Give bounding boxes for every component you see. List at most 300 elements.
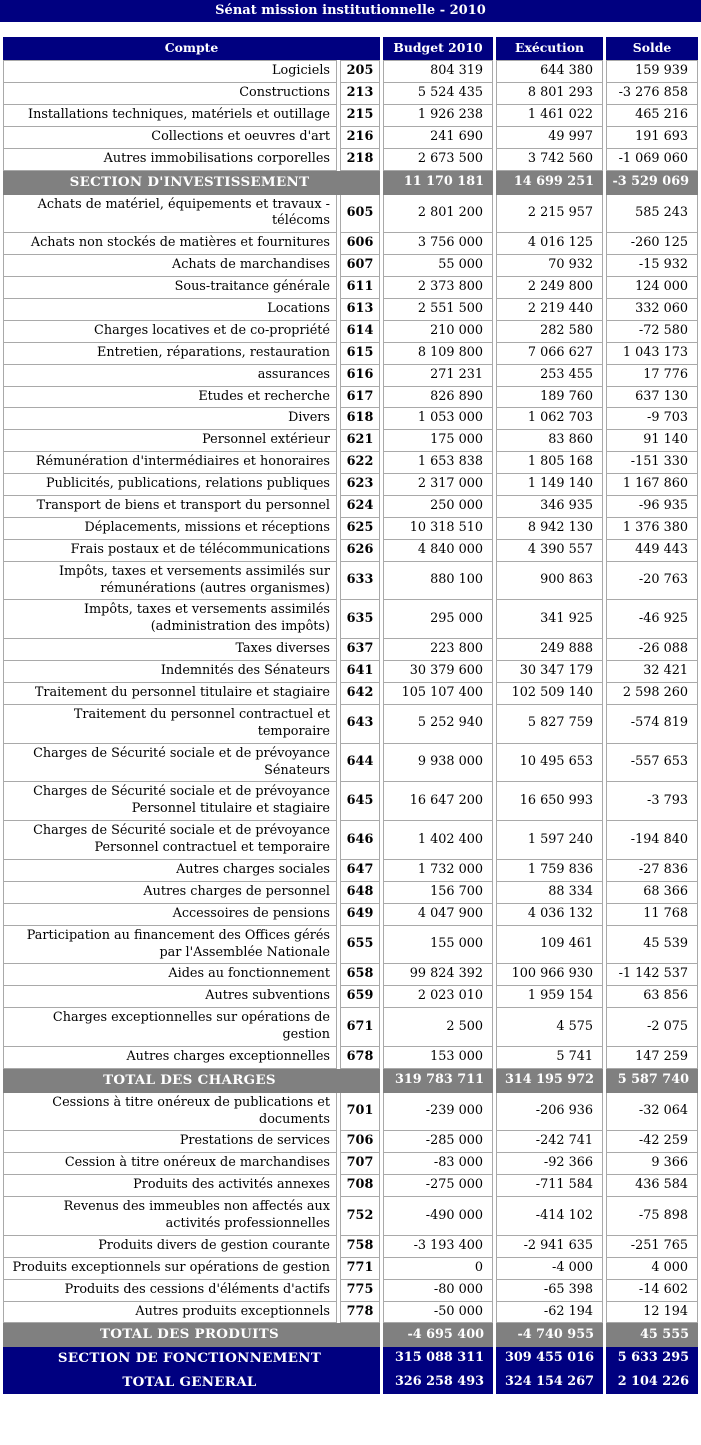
- account-label: Frais postaux et de télécommunications: [3, 540, 337, 562]
- execution-value: 2 219 440: [496, 299, 603, 321]
- account-row: [3, 600, 698, 639]
- account-row: [3, 1258, 698, 1280]
- account-row: [3, 408, 698, 430]
- solde-value: -26 088: [606, 639, 698, 661]
- solde-value: 2 598 260: [606, 683, 698, 705]
- budget-value: -275 000: [383, 1175, 493, 1197]
- solde-value: -194 840: [606, 821, 698, 860]
- execution-value: 4 036 132: [496, 904, 603, 926]
- budget-value: 2 551 500: [383, 299, 493, 321]
- account-label: Achats de matériel, équipements et travaux - télécoms: [3, 195, 337, 234]
- execution-value: 8 801 293: [496, 83, 603, 105]
- account-label: Installations techniques, matériels et outillage: [3, 105, 337, 127]
- account-code: 624: [340, 496, 380, 518]
- account-row: [3, 1280, 698, 1302]
- budget-value: 1 053 000: [383, 408, 493, 430]
- account-code: 752: [340, 1197, 380, 1236]
- solde-value: 449 443: [606, 540, 698, 562]
- document-title: Sénat mission institutionnelle - 2010: [0, 0, 701, 22]
- budget-value: -490 000: [383, 1197, 493, 1236]
- account-code: 218: [340, 149, 380, 171]
- account-code: 647: [340, 860, 380, 882]
- account-row: [3, 321, 698, 343]
- account-code: 213: [340, 83, 380, 105]
- account-label: Charges locatives et de co-propriété: [3, 321, 337, 343]
- execution-value: 5 741: [496, 1047, 603, 1069]
- account-code: 605: [340, 195, 380, 234]
- execution-value: 4 575: [496, 1008, 603, 1047]
- account-row: [3, 299, 698, 321]
- execution-value: 346 935: [496, 496, 603, 518]
- solde-value: 32 421: [606, 661, 698, 683]
- account-label: Impôts, taxes et versements assimilés (administration des impôts): [3, 600, 337, 639]
- account-row: [3, 127, 698, 149]
- execution-value: 7 066 627: [496, 343, 603, 365]
- budget-value: 271 231: [383, 365, 493, 387]
- account-code: 644: [340, 744, 380, 783]
- solde-value: -151 330: [606, 452, 698, 474]
- solde-value: -3 529 069: [606, 171, 698, 195]
- account-row: [3, 904, 698, 926]
- account-code: 621: [340, 430, 380, 452]
- execution-value: 282 580: [496, 321, 603, 343]
- solde-value: 2 104 226: [606, 1371, 698, 1395]
- account-row: [3, 964, 698, 986]
- execution-value: 4 390 557: [496, 540, 603, 562]
- solde-value: -3 793: [606, 782, 698, 821]
- account-label: Participation au financement des Offices gérés par l'Assemblée Nationale: [3, 926, 337, 965]
- execution-value: 314 195 972: [496, 1069, 603, 1093]
- solde-value: 637 130: [606, 387, 698, 409]
- account-code: 707: [340, 1153, 380, 1175]
- account-code: 625: [340, 518, 380, 540]
- account-code: 645: [340, 782, 380, 821]
- solde-value: 17 776: [606, 365, 698, 387]
- solde-value: -32 064: [606, 1093, 698, 1132]
- account-label: Entretien, réparations, restauration: [3, 343, 337, 365]
- budget-value: 5 524 435: [383, 83, 493, 105]
- budget-value: 880 100: [383, 562, 493, 601]
- account-label: Achats de marchandises: [3, 255, 337, 277]
- header-row: [3, 37, 698, 60]
- account-row: [3, 705, 698, 744]
- account-code: 678: [340, 1047, 380, 1069]
- account-label: Charges de Sécurité sociale et de prévoyance Personnel titulaire et stagiaire: [3, 782, 337, 821]
- account-row: [3, 926, 698, 965]
- account-code: 637: [340, 639, 380, 661]
- account-code: 643: [340, 705, 380, 744]
- account-label: Autres charges exceptionnelles: [3, 1047, 337, 1069]
- solde-value: -9 703: [606, 408, 698, 430]
- budget-value: 1 653 838: [383, 452, 493, 474]
- execution-value: 2 249 800: [496, 277, 603, 299]
- budget-value: -239 000: [383, 1093, 493, 1132]
- solde-value: -20 763: [606, 562, 698, 601]
- solde-value: -260 125: [606, 233, 698, 255]
- account-label: Aides au fonctionnement: [3, 964, 337, 986]
- account-code: 613: [340, 299, 380, 321]
- account-code: 617: [340, 387, 380, 409]
- account-row: [3, 518, 698, 540]
- account-row: [3, 683, 698, 705]
- account-label: Cessions à titre onéreux de publications et documents: [3, 1093, 337, 1132]
- solde-value: -3 276 858: [606, 83, 698, 105]
- account-label: Accessoires de pensions: [3, 904, 337, 926]
- execution-value: 16 650 993: [496, 782, 603, 821]
- budget-value: 55 000: [383, 255, 493, 277]
- execution-value: -92 366: [496, 1153, 603, 1175]
- solde-value: -2 075: [606, 1008, 698, 1047]
- solde-value: 91 140: [606, 430, 698, 452]
- solde-value: -1 142 537: [606, 964, 698, 986]
- budget-value: 175 000: [383, 430, 493, 452]
- account-code: 215: [340, 105, 380, 127]
- account-code: 607: [340, 255, 380, 277]
- account-label: Prestations de services: [3, 1131, 337, 1153]
- account-code: 649: [340, 904, 380, 926]
- budget-value: 223 800: [383, 639, 493, 661]
- account-code: 671: [340, 1008, 380, 1047]
- budget-value: 16 647 200: [383, 782, 493, 821]
- budget-value: 5 252 940: [383, 705, 493, 744]
- account-label: Produits divers de gestion courante: [3, 1236, 337, 1258]
- solde-value: -574 819: [606, 705, 698, 744]
- budget-value: -80 000: [383, 1280, 493, 1302]
- budget-value: 3 756 000: [383, 233, 493, 255]
- budget-value: 155 000: [383, 926, 493, 965]
- column-header-solde: Solde: [606, 37, 698, 60]
- solde-value: 585 243: [606, 195, 698, 234]
- execution-value: 900 863: [496, 562, 603, 601]
- solde-value: 11 768: [606, 904, 698, 926]
- budget-table: [0, 37, 701, 1394]
- account-code: 706: [340, 1131, 380, 1153]
- budget-value: 2 801 200: [383, 195, 493, 234]
- account-row: [3, 255, 698, 277]
- section-row: [3, 171, 698, 195]
- account-row: [3, 105, 698, 127]
- budget-value: 319 783 711: [383, 1069, 493, 1093]
- column-header-budget: Budget 2010: [383, 37, 493, 60]
- account-row: [3, 277, 698, 299]
- solde-value: 124 000: [606, 277, 698, 299]
- solde-value: -46 925: [606, 600, 698, 639]
- account-label: Locations: [3, 299, 337, 321]
- solde-value: 5 633 295: [606, 1347, 698, 1371]
- budget-value: 210 000: [383, 321, 493, 343]
- account-row: [3, 83, 698, 105]
- execution-value: 253 455: [496, 365, 603, 387]
- section-label: SECTION DE FONCTIONNEMENT: [3, 1347, 380, 1371]
- account-code: 758: [340, 1236, 380, 1258]
- account-label: Traitement du personnel contractuel et temporaire: [3, 705, 337, 744]
- account-label: Cession à titre onéreux de marchandises: [3, 1153, 337, 1175]
- solde-value: 68 366: [606, 882, 698, 904]
- budget-value: 4 047 900: [383, 904, 493, 926]
- budget-value: -285 000: [383, 1131, 493, 1153]
- account-label: assurances: [3, 365, 337, 387]
- account-code: 775: [340, 1280, 380, 1302]
- account-code: 618: [340, 408, 380, 430]
- account-label: Transport de biens et transport du personnel: [3, 496, 337, 518]
- account-row: [3, 661, 698, 683]
- account-code: 622: [340, 452, 380, 474]
- execution-value: 1 597 240: [496, 821, 603, 860]
- account-row: [3, 562, 698, 601]
- account-code: 771: [340, 1258, 380, 1280]
- budget-value: 2 500: [383, 1008, 493, 1047]
- account-code: 641: [340, 661, 380, 683]
- account-label: Produits des cessions d'éléments d'actifs: [3, 1280, 337, 1302]
- execution-value: -2 941 635: [496, 1236, 603, 1258]
- account-row: [3, 540, 698, 562]
- execution-value: 644 380: [496, 60, 603, 83]
- total-row: [3, 1371, 698, 1395]
- budget-value: 826 890: [383, 387, 493, 409]
- execution-value: -242 741: [496, 1131, 603, 1153]
- account-code: 626: [340, 540, 380, 562]
- solde-value: -96 935: [606, 496, 698, 518]
- budget-value: 1 732 000: [383, 860, 493, 882]
- solde-value: -42 259: [606, 1131, 698, 1153]
- execution-value: 3 742 560: [496, 149, 603, 171]
- account-row: [3, 744, 698, 783]
- execution-value: 88 334: [496, 882, 603, 904]
- solde-value: 9 366: [606, 1153, 698, 1175]
- budget-value: 4 840 000: [383, 540, 493, 562]
- solde-value: 332 060: [606, 299, 698, 321]
- account-row: [3, 496, 698, 518]
- account-code: 611: [340, 277, 380, 299]
- account-code: 614: [340, 321, 380, 343]
- solde-value: 159 939: [606, 60, 698, 83]
- account-row: [3, 1175, 698, 1197]
- account-label: Sous-traitance générale: [3, 277, 337, 299]
- account-label: Impôts, taxes et versements assimilés sur rémunérations (autres organismes): [3, 562, 337, 601]
- budget-value: 295 000: [383, 600, 493, 639]
- account-code: 646: [340, 821, 380, 860]
- budget-value: 250 000: [383, 496, 493, 518]
- account-row: [3, 343, 698, 365]
- budget-value: 30 379 600: [383, 661, 493, 683]
- solde-value: 45 539: [606, 926, 698, 965]
- budget-value: 99 824 392: [383, 964, 493, 986]
- execution-value: 1 959 154: [496, 986, 603, 1008]
- account-row: [3, 149, 698, 171]
- section-label: TOTAL DES PRODUITS: [3, 1323, 380, 1347]
- budget-value: 2 373 800: [383, 277, 493, 299]
- execution-value: -62 194: [496, 1302, 603, 1324]
- budget-value: 1 402 400: [383, 821, 493, 860]
- execution-value: 324 154 267: [496, 1371, 603, 1395]
- execution-value: 2 215 957: [496, 195, 603, 234]
- account-label: Etudes et recherche: [3, 387, 337, 409]
- account-label: Traitement du personnel titulaire et stagiaire: [3, 683, 337, 705]
- solde-value: -27 836: [606, 860, 698, 882]
- account-label: Produits exceptionnels sur opérations de gestion: [3, 1258, 337, 1280]
- execution-value: -711 584: [496, 1175, 603, 1197]
- budget-value: 11 170 181: [383, 171, 493, 195]
- execution-value: 1 759 836: [496, 860, 603, 882]
- execution-value: 1 461 022: [496, 105, 603, 127]
- execution-value: 4 016 125: [496, 233, 603, 255]
- execution-value: 189 760: [496, 387, 603, 409]
- account-row: [3, 882, 698, 904]
- solde-value: 1 043 173: [606, 343, 698, 365]
- account-label: Autres immobilisations corporelles: [3, 149, 337, 171]
- solde-value: 465 216: [606, 105, 698, 127]
- account-row: [3, 387, 698, 409]
- account-code: 708: [340, 1175, 380, 1197]
- budget-value: 105 107 400: [383, 683, 493, 705]
- account-row: [3, 1008, 698, 1047]
- execution-value: -4 740 955: [496, 1323, 603, 1347]
- account-label: Publicités, publications, relations publiques: [3, 474, 337, 496]
- section-row: [3, 1069, 698, 1093]
- execution-value: -65 398: [496, 1280, 603, 1302]
- account-code: 615: [340, 343, 380, 365]
- account-label: Constructions: [3, 83, 337, 105]
- account-row: [3, 430, 698, 452]
- account-row: [3, 986, 698, 1008]
- budget-value: 2 023 010: [383, 986, 493, 1008]
- account-code: 633: [340, 562, 380, 601]
- budget-value: 326 258 493: [383, 1371, 493, 1395]
- account-label: Taxes diverses: [3, 639, 337, 661]
- execution-value: 10 495 653: [496, 744, 603, 783]
- execution-value: -414 102: [496, 1197, 603, 1236]
- solde-value: -15 932: [606, 255, 698, 277]
- budget-value: 2 673 500: [383, 149, 493, 171]
- execution-value: 109 461: [496, 926, 603, 965]
- account-label: Autres charges sociales: [3, 860, 337, 882]
- execution-value: 1 149 140: [496, 474, 603, 496]
- budget-value: 315 088 311: [383, 1347, 493, 1371]
- budget-value: 9 938 000: [383, 744, 493, 783]
- account-code: 648: [340, 882, 380, 904]
- solde-value: 12 194: [606, 1302, 698, 1324]
- account-label: Autres produits exceptionnels: [3, 1302, 337, 1324]
- execution-value: 341 925: [496, 600, 603, 639]
- account-row: [3, 474, 698, 496]
- account-label: Personnel extérieur: [3, 430, 337, 452]
- execution-value: 8 942 130: [496, 518, 603, 540]
- execution-value: 70 932: [496, 255, 603, 277]
- account-code: 701: [340, 1093, 380, 1132]
- solde-value: 4 000: [606, 1258, 698, 1280]
- account-row: [3, 1236, 698, 1258]
- budget-value: -50 000: [383, 1302, 493, 1324]
- account-code: 635: [340, 600, 380, 639]
- budget-value: -4 695 400: [383, 1323, 493, 1347]
- account-row: [3, 1302, 698, 1324]
- execution-value: 100 966 930: [496, 964, 603, 986]
- execution-value: -4 000: [496, 1258, 603, 1280]
- account-row: [3, 365, 698, 387]
- account-label: Logiciels: [3, 60, 337, 83]
- account-row: [3, 1153, 698, 1175]
- account-label: Charges exceptionnelles sur opérations de gestion: [3, 1008, 337, 1047]
- total-row: [3, 1347, 698, 1371]
- account-row: [3, 233, 698, 255]
- execution-value: 1 805 168: [496, 452, 603, 474]
- budget-value: -83 000: [383, 1153, 493, 1175]
- account-code: 659: [340, 986, 380, 1008]
- account-label: Déplacements, missions et réceptions: [3, 518, 337, 540]
- table-body: [3, 60, 698, 1394]
- account-label: Charges de Sécurité sociale et de prévoyance Personnel contractuel et temporaire: [3, 821, 337, 860]
- budget-value: 156 700: [383, 882, 493, 904]
- solde-value: 436 584: [606, 1175, 698, 1197]
- solde-value: -14 602: [606, 1280, 698, 1302]
- account-label: Divers: [3, 408, 337, 430]
- account-code: 778: [340, 1302, 380, 1324]
- account-label: Revenus des immeubles non affectés aux activités professionnelles: [3, 1197, 337, 1236]
- account-row: [3, 1131, 698, 1153]
- account-label: Charges de Sécurité sociale et de prévoyance Sénateurs: [3, 744, 337, 783]
- account-label: Produits des activités annexes: [3, 1175, 337, 1197]
- budget-value: 8 109 800: [383, 343, 493, 365]
- section-label: TOTAL DES CHARGES: [3, 1069, 380, 1093]
- execution-value: 49 997: [496, 127, 603, 149]
- execution-value: 5 827 759: [496, 705, 603, 744]
- solde-value: -1 069 060: [606, 149, 698, 171]
- solde-value: 191 693: [606, 127, 698, 149]
- section-label: TOTAL GENERAL: [3, 1371, 380, 1395]
- account-code: 216: [340, 127, 380, 149]
- column-header-compte: Compte: [3, 37, 380, 60]
- account-code: 623: [340, 474, 380, 496]
- budget-value: -3 193 400: [383, 1236, 493, 1258]
- solde-value: -557 653: [606, 744, 698, 783]
- budget-value: 10 318 510: [383, 518, 493, 540]
- account-label: Achats non stockés de matières et fournitures: [3, 233, 337, 255]
- budget-value: 153 000: [383, 1047, 493, 1069]
- solde-value: 5 587 740: [606, 1069, 698, 1093]
- account-code: 205: [340, 60, 380, 83]
- account-label: Collections et oeuvres d'art: [3, 127, 337, 149]
- account-row: [3, 1093, 698, 1132]
- account-row: [3, 639, 698, 661]
- account-row: [3, 60, 698, 83]
- solde-value: 1 167 860: [606, 474, 698, 496]
- execution-value: 1 062 703: [496, 408, 603, 430]
- solde-value: -251 765: [606, 1236, 698, 1258]
- account-code: 606: [340, 233, 380, 255]
- solde-value: -75 898: [606, 1197, 698, 1236]
- budget-value: 804 319: [383, 60, 493, 83]
- account-code: 616: [340, 365, 380, 387]
- account-label: Rémunération d'intermédiaires et honoraires: [3, 452, 337, 474]
- account-row: [3, 195, 698, 234]
- solde-value: 147 259: [606, 1047, 698, 1069]
- budget-value: 0: [383, 1258, 493, 1280]
- budget-value: 241 690: [383, 127, 493, 149]
- execution-value: 14 699 251: [496, 171, 603, 195]
- account-row: [3, 821, 698, 860]
- column-header-execution: Exécution: [496, 37, 603, 60]
- budget-value: 1 926 238: [383, 105, 493, 127]
- account-label: Autres subventions: [3, 986, 337, 1008]
- section-row: [3, 1323, 698, 1347]
- account-row: [3, 860, 698, 882]
- execution-value: 309 455 016: [496, 1347, 603, 1371]
- account-row: [3, 1197, 698, 1236]
- account-label: Indemnités des Sénateurs: [3, 661, 337, 683]
- execution-value: 102 509 140: [496, 683, 603, 705]
- account-row: [3, 1047, 698, 1069]
- solde-value: 45 555: [606, 1323, 698, 1347]
